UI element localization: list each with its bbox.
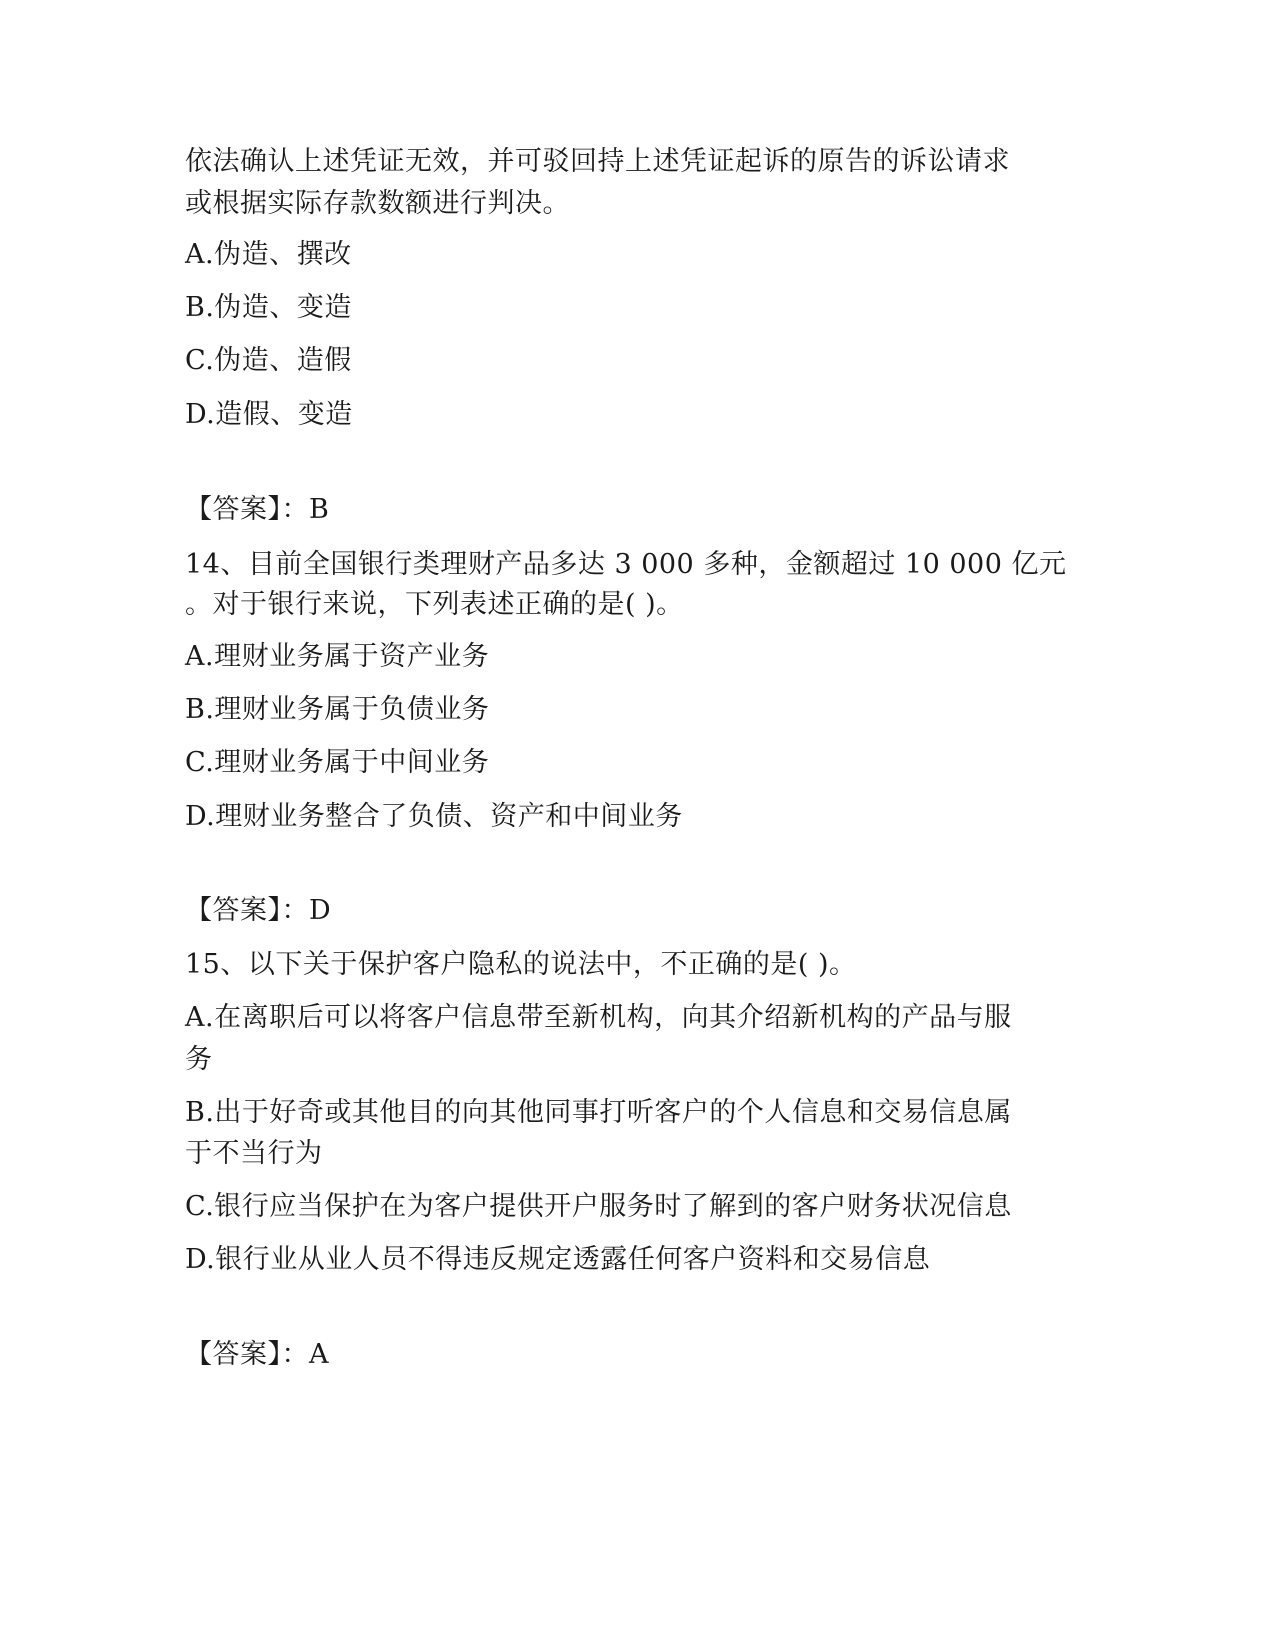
option-c: C.理财业务属于中间业务 [185, 747, 490, 778]
option-d: D.银行业从业人员不得违反规定透露任何客户资料和交易信息 [185, 1244, 931, 1275]
option-b: B.理财业务属于负债业务 [185, 694, 490, 725]
option-a: A.在离职后可以将客户信息带至新机构，向其介绍新机构的产品与服 [185, 1002, 1012, 1033]
option-d: D.理财业务整合了负债、资产和中间业务 [185, 801, 683, 832]
question-text-line: 。对于银行来说，下列表述正确的是( )。 [185, 589, 684, 620]
question-text-line: 或根据实际存款数额进行判决。 [185, 188, 570, 219]
option-c: C.银行应当保护在为客户提供开户服务时了解到的客户财务状况信息 [185, 1191, 1012, 1222]
option-c: C.伪造、造假 [185, 345, 352, 376]
option-a-continued: 务 [185, 1044, 213, 1075]
question-text-line: 依法确认上述凭证无效，并可驳回持上述凭证起诉的原告的诉讼请求 [185, 146, 1010, 177]
answer-label: 【答案】：B [185, 494, 330, 525]
option-a: A.伪造、撰改 [185, 239, 352, 270]
question-text-line: 15、以下关于保护客户隐私的说法中，不正确的是( )。 [185, 949, 857, 980]
question-text-line: 14、目前全国银行类理财产品多达 3 000 多种，金额超过 10 000 亿元 [185, 549, 1067, 580]
option-b-continued: 于不当行为 [185, 1138, 323, 1169]
answer-label: 【答案】：D [185, 895, 332, 926]
option-d: D.造假、变造 [185, 399, 353, 430]
option-b: B.伪造、变造 [185, 292, 352, 323]
answer-label: 【答案】：A [185, 1339, 329, 1370]
option-b: B.出于好奇或其他目的向其他同事打听客户的个人信息和交易信息属 [185, 1097, 1012, 1128]
option-a: A.理财业务属于资产业务 [185, 641, 490, 672]
